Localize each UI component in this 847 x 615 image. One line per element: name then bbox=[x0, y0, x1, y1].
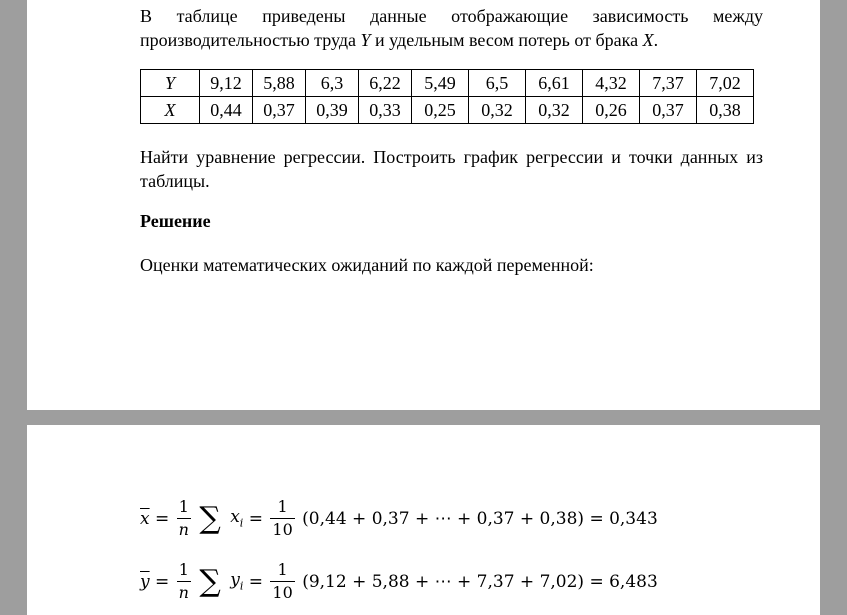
table-cell: 9,12 bbox=[200, 70, 253, 97]
intro-text-b: и удельным весом потерь от брака bbox=[370, 30, 643, 50]
formula-x-mean bbox=[140, 496, 658, 552]
fraction: $\frac{1}{n}$ bbox=[178, 560, 189, 602]
table-cell: 0,32 bbox=[526, 97, 583, 124]
intro-line-2 bbox=[140, 28, 763, 52]
table-cell: 5,88 bbox=[253, 70, 306, 97]
intro-line-1 bbox=[140, 4, 763, 28]
intro-var-y: Y bbox=[360, 30, 371, 50]
table-row-x bbox=[141, 97, 754, 124]
equals-sign: = bbox=[248, 571, 264, 592]
equals-sign: = bbox=[155, 508, 170, 529]
table-cell: 0,26 bbox=[583, 97, 640, 124]
intro-var-x: X bbox=[642, 30, 654, 50]
x-mean-expansion: (0,44 + 0,37 + ⋯ + 0,37 + 0,38) = 0,343 bbox=[302, 508, 658, 529]
table-cell: 0,38 bbox=[697, 97, 754, 124]
table-cell: 0,44 bbox=[200, 97, 253, 124]
table-cell: 6,3 bbox=[306, 70, 359, 97]
table-cell: 7,37 bbox=[640, 70, 697, 97]
data-table bbox=[140, 69, 754, 124]
table-cell: 6,5 bbox=[469, 70, 526, 97]
intro-line-1-text: В таблице приведены данные отображающие зависимость между bbox=[140, 6, 763, 26]
table-cell: 4,32 bbox=[583, 70, 640, 97]
table-cell: 0,39 bbox=[306, 97, 359, 124]
solution-heading: Решение bbox=[140, 211, 211, 231]
equals-sign: = bbox=[155, 571, 170, 592]
table-header-y: Y bbox=[141, 70, 200, 97]
table-cell: 7,02 bbox=[697, 70, 754, 97]
sum-icon: ∑ bbox=[199, 500, 221, 536]
fraction: $\frac{1}{10}$ bbox=[272, 497, 293, 539]
formula-y-mean bbox=[140, 559, 658, 615]
table-header-x: X bbox=[141, 97, 200, 124]
task-line-2 bbox=[140, 169, 763, 193]
intro-text-a: производительностью труда bbox=[140, 30, 361, 50]
task-line-2-text: таблицы. bbox=[140, 171, 210, 191]
y-term: $y_i$ bbox=[230, 570, 244, 593]
equals-sign: = bbox=[248, 508, 263, 529]
task-line-1-text: Найти уравнение регрессии. Построить график регрессии и точки данных из bbox=[140, 147, 763, 167]
table-cell: 6,22 bbox=[359, 70, 412, 97]
x-term: $x_i$ bbox=[230, 507, 244, 530]
sum-icon: ∑ bbox=[199, 563, 221, 599]
table-cell: 6,61 bbox=[526, 70, 583, 97]
table-cell: 0,32 bbox=[469, 97, 526, 124]
intro-text-c: . bbox=[653, 30, 659, 50]
fraction: $\frac{1}{10}$ bbox=[272, 560, 293, 602]
table-cell: 0,37 bbox=[640, 97, 697, 124]
y-mean-symbol: $\overline{y}$ bbox=[140, 571, 150, 592]
table-row-y bbox=[141, 70, 754, 97]
fraction: $\frac{1}{n}$ bbox=[178, 497, 189, 539]
expectations-text: Оценки математических ожиданий по каждой переменной: bbox=[140, 255, 594, 275]
document-page-2 bbox=[27, 425, 820, 615]
x-mean-symbol: $\overline{x}$ bbox=[140, 508, 150, 529]
task-line-1 bbox=[140, 145, 763, 169]
table-cell: 5,49 bbox=[412, 70, 469, 97]
y-mean-expansion: (9,12 + 5,88 + ⋯ + 7,37 + 7,02) = 6,483 bbox=[302, 571, 658, 592]
document-page-1 bbox=[27, 0, 820, 410]
table-cell: 0,25 bbox=[412, 97, 469, 124]
table-cell: 0,37 bbox=[253, 97, 306, 124]
table-cell: 0,33 bbox=[359, 97, 412, 124]
